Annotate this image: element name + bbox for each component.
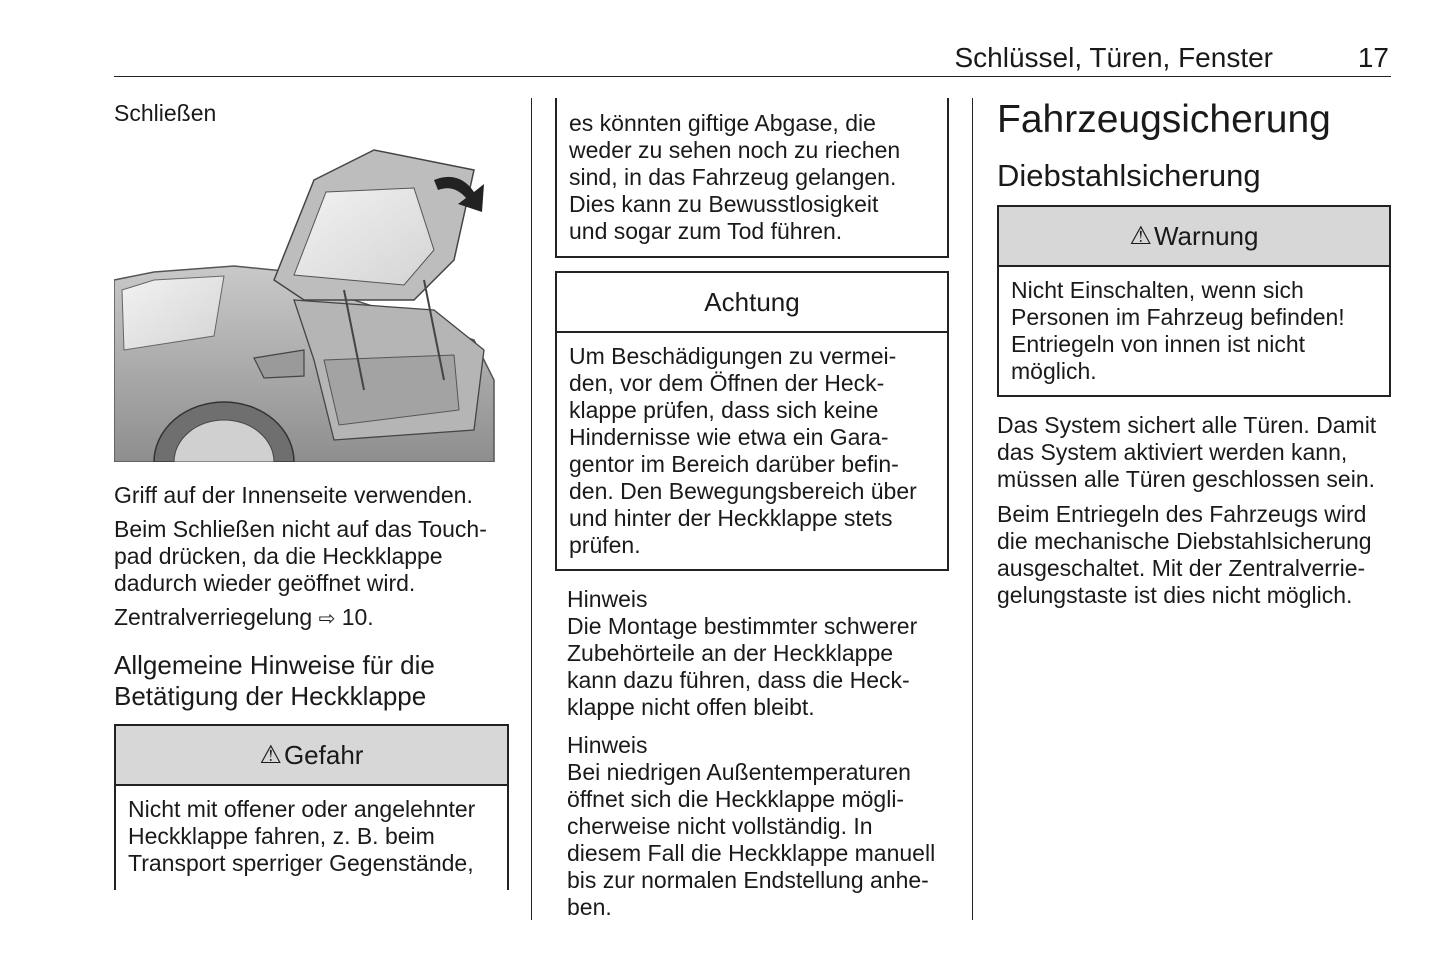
caution-box-body [557,333,947,569]
para-line: pad drücken, da die Heckklappe [114,543,443,569]
box-line: Nicht mit offener oder angelehnter [128,796,476,822]
subheading-schliessen: Schließen [114,100,217,126]
warning-box-body [999,267,1389,395]
xref-zentralverriegelung[interactable] [114,604,374,633]
xref-text: Zentralverriegelung [114,604,313,630]
para-system [997,412,1376,493]
box-line: und sogar zum Tod führen. [569,218,843,244]
para-line: die mechanische Diebstahlsicherung [997,528,1372,554]
heading-line: Allgemeine Hinweise für die [114,650,435,680]
box-line: Um Beschädigungen zu vermei- [569,343,897,369]
box-line: Entriegeln von innen ist nicht [1011,331,1306,357]
note-line: ben. [567,894,612,920]
box-line: Personen im Fahrzeug befinden! [1011,304,1345,330]
box-line: Nicht Einschalten, wenn sich [1011,277,1304,303]
continued-body [557,98,947,255]
box-line: den. Den Bewegungsbereich über [569,478,917,504]
warning-triangle-icon: ⚠ [259,741,282,769]
box-line: Heckklappe fahren, z. B. beim [128,823,435,849]
para-line: müssen alle Türen geschlossen sein. [997,466,1376,492]
heading-line: Betätigung der Heckklappe [114,681,427,711]
note-line: Bei niedrigen Außentemperaturen [567,759,911,785]
section-subtitle: Diebstahlsicherung [997,158,1261,193]
section-heading [114,650,435,712]
xref-page: 10. [341,604,374,630]
para-line: dadurch wieder geöffnet wird. [114,570,416,596]
para-line: das System aktiviert werden kann, [997,439,1348,465]
danger-title: Gefahr [283,739,364,770]
page-header [114,40,1391,77]
warning-box-header [999,207,1389,267]
box-line: den, vor dem Öffnen der Heck- [569,370,885,396]
section-title: Fahrzeugsicherung [997,98,1331,141]
box-line: es könnten giftige Abgase, die [569,110,876,136]
box-line: sind, in das Fahrzeug gelangen. [569,164,897,190]
chapter-title: Schlüssel, Türen, Fenster [954,42,1273,73]
para-schliessen [114,516,487,597]
caution-box [555,271,949,571]
note-title: Hinweis [567,586,648,612]
box-line: prüfen. [569,532,641,558]
para-line: Beim Entriegeln des Fahrzeugs wird [997,501,1367,527]
para-line: gelungstaste ist dies nicht möglich. [997,582,1353,608]
para-griff: Griff auf der Innenseite verwenden. [114,482,473,508]
arrow-right-icon: ⇨ [318,608,336,630]
para-line: Beim Schließen nicht auf das Touch- [114,516,487,542]
page-number: 17 [1357,42,1389,73]
warning-triangle-icon: ⚠ [1129,222,1152,250]
note-line: Die Montage bestimmter schwerer [567,613,918,639]
warning-title: Warnung [1153,220,1259,251]
column-divider-1 [531,98,532,920]
box-line: Hindernisse wie etwa ein Gara- [569,424,889,450]
para-line: ausgeschaltet. Mit der Zentralverrie- [997,555,1366,581]
tailgate-figure [114,140,496,462]
danger-box-continued [555,98,949,258]
box-line: möglich. [1011,358,1097,384]
column-divider-2 [972,98,973,920]
note-line: cherweise nicht vollständig. In [567,813,873,839]
caution-title: Achtung [704,286,800,317]
note-line: klappe nicht offen bleibt. [567,694,815,720]
danger-box-header [116,726,507,786]
note-line: öffnet sich die Heckklappe mögli- [567,786,905,812]
para-entriegeln [997,501,1372,609]
note-line: diesem Fall die Heckklappe manuell [567,840,936,866]
note-line: bis zur normalen Endstellung anhe- [567,867,929,893]
danger-box [114,724,509,890]
box-line: gentor im Bereich darüber befin- [569,451,899,477]
box-line: Dies kann zu Bewusstlosigkeit [569,191,879,217]
box-line: Transport sperriger Gegenstände, [128,850,474,876]
box-line: und hinter der Heckklappe stets [569,505,893,531]
danger-box-body [116,786,507,887]
note-2 [567,732,935,921]
box-line: klappe prüfen, dass sich keine [569,397,879,423]
caution-box-header [557,273,947,333]
box-line: weder zu sehen noch zu riechen [569,137,901,163]
note-1 [567,586,917,721]
note-line: kann dazu führen, dass die Heck- [567,667,910,693]
note-line: Zubehörteile an der Heckklappe [567,640,894,666]
note-title: Hinweis [567,732,648,758]
warning-box [997,205,1391,397]
para-line: Das System sichert alle Türen. Damit [997,412,1377,438]
